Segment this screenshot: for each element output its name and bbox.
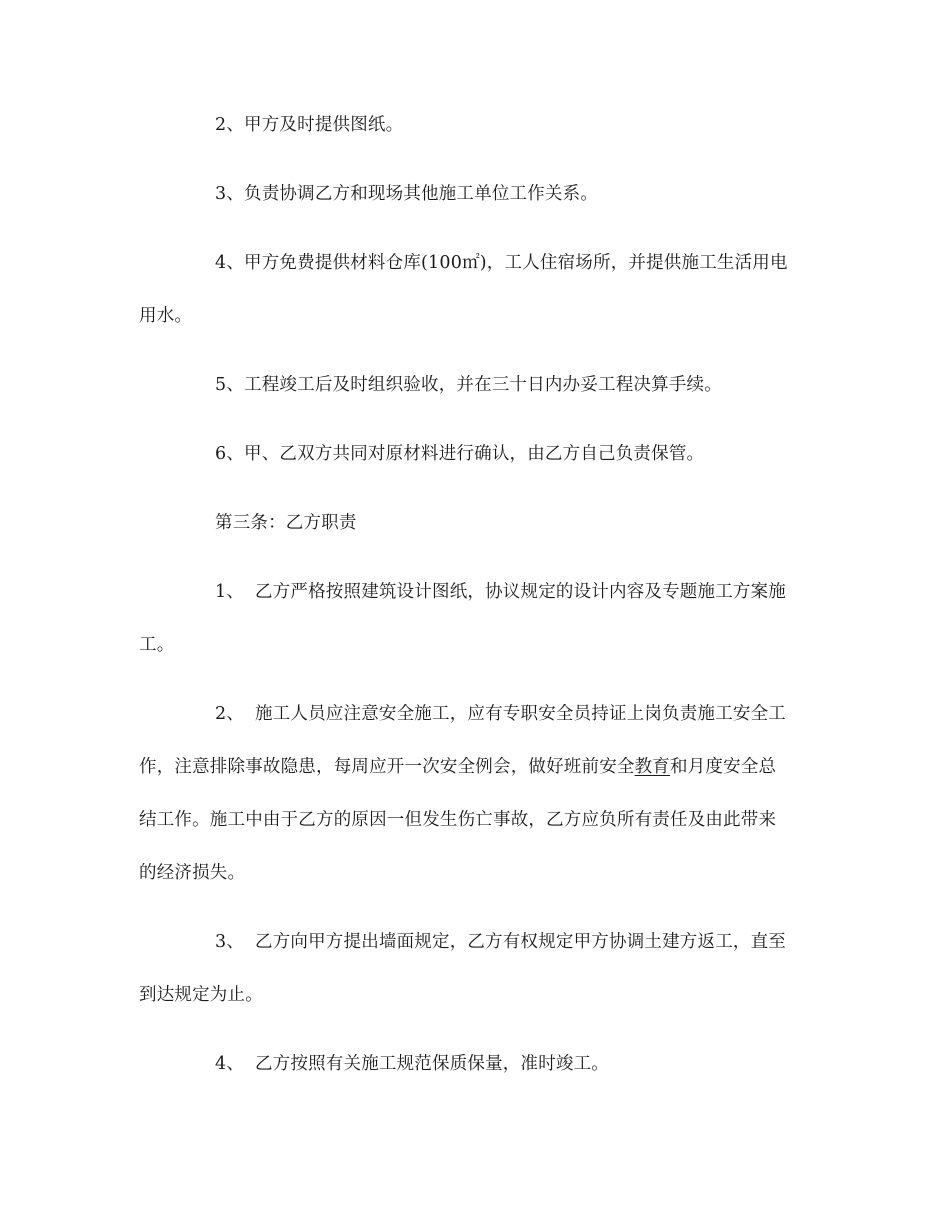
duty-item-text: 和月度安全总 — [670, 757, 777, 777]
duty-item-2-line-4: 的经济损失。 — [139, 863, 246, 883]
duty-item-number: 3、 — [215, 932, 245, 952]
section-heading: 第三条：乙方职责 — [215, 513, 357, 533]
duty-item-2-line-2 — [139, 755, 776, 779]
duty-item-number: 1、 — [215, 582, 245, 602]
duty-item-3-line-2: 到达规定为止。 — [139, 985, 263, 1005]
paragraph-item-4-line-2: 用水。 — [139, 306, 193, 326]
paragraph-item-3: 3、负责协调乙方和现场其他施工单位工作关系。 — [215, 184, 599, 204]
duty-item-number: 4、 — [215, 1054, 245, 1074]
duty-item-text: 乙方向甲方提出墙面规定，乙方有权规定甲方协调土建方返工，直至 — [255, 932, 786, 952]
duty-item-1-line-2: 工。 — [139, 635, 175, 655]
duty-item-2-line-1 — [215, 702, 786, 726]
duty-item-text: 施工人员应注意安全施工，应有专职安全员持证上岗负责施工安全工 — [255, 704, 786, 724]
duty-item-1-line-1 — [215, 580, 786, 604]
duty-item-3-line-1 — [215, 930, 786, 954]
paragraph-item-6: 6、甲、乙双方共同对原材料进行确认，由乙方自己负责保管。 — [215, 444, 705, 464]
duty-item-text: 乙方严格按照建筑设计图纸，协议规定的设计内容及专题施工方案施 — [255, 582, 786, 602]
duty-item-number: 2、 — [215, 704, 245, 724]
duty-item-2-line-3: 结工作。施工中由于乙方的原因一但发生伤亡事故，乙方应负所有责任及由此带来 — [139, 810, 777, 830]
underlined-link-text[interactable]: 教育 — [634, 757, 671, 777]
duty-item-text: 乙方按照有关施工规范保质保量，准时竣工。 — [255, 1054, 609, 1074]
duty-item-4 — [215, 1052, 609, 1076]
paragraph-item-4-line-1: 4、甲方免费提供材料仓库(100㎡)，工人住宿场所，并提供施工生活用电 — [215, 253, 788, 273]
duty-item-text: 作，注意排除事故隐患，每周应开一次安全例会，做好班前安全 — [139, 757, 635, 777]
paragraph-item-2: 2、甲方及时提供图纸。 — [215, 115, 404, 135]
paragraph-item-5: 5、工程竣工后及时组织验收，并在三十日内办妥工程决算手续。 — [215, 375, 722, 395]
